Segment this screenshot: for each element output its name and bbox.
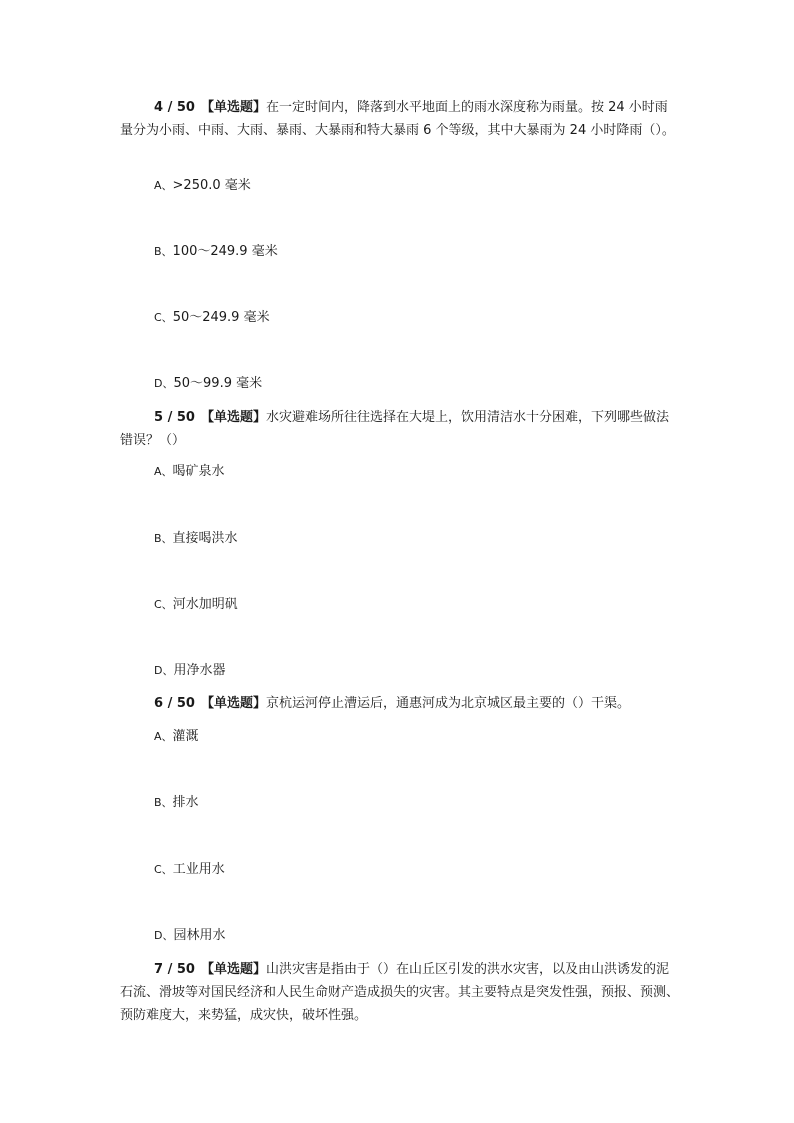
question-4-option-b — [154, 242, 278, 262]
option-text: 直接喝洪水 — [172, 531, 238, 546]
question-text: 京杭运河停止漕运后，通惠河成为北京城区最主要的（）干渠。 — [265, 696, 630, 711]
option-letter: C、 — [154, 311, 173, 324]
option-text: >250.0 毫米 — [172, 178, 251, 193]
option-letter: A、 — [154, 179, 173, 192]
question-6-option-a — [154, 727, 199, 747]
question-6 — [120, 692, 680, 715]
option-letter: D、 — [154, 929, 174, 942]
question-number: 5 / 50 — [154, 410, 195, 425]
option-text: 排水 — [172, 795, 199, 810]
option-text: 50～99.9 毫米 — [173, 376, 263, 391]
option-text: 50～249.9 毫米 — [172, 310, 270, 325]
question-5-option-d — [154, 661, 226, 681]
option-letter: B、 — [154, 796, 173, 809]
question-5-option-b — [154, 529, 238, 549]
question-5-option-c — [154, 595, 238, 615]
question-4 — [120, 96, 680, 142]
question-number: 4 / 50 — [154, 100, 195, 115]
question-4-option-d — [154, 374, 262, 394]
question-4-option-a — [154, 176, 251, 196]
question-7 — [120, 958, 680, 1027]
option-text: 灌溉 — [172, 729, 199, 744]
option-letter: C、 — [154, 598, 173, 611]
question-type: 【单选题】 — [200, 100, 266, 115]
question-text: 水灾避难场所往往选择在大堤上，饮用清洁水十分困难，下列哪些做法错误？（） — [120, 410, 669, 448]
option-letter: A、 — [154, 730, 173, 743]
option-letter: B、 — [154, 532, 173, 545]
question-4-option-c — [154, 308, 270, 328]
question-type: 【单选题】 — [200, 696, 266, 711]
question-6-option-c — [154, 860, 225, 880]
option-text: 工业用水 — [172, 862, 225, 877]
option-letter: D、 — [154, 377, 174, 390]
option-text: 河水加明矾 — [172, 597, 238, 612]
question-type: 【单选题】 — [200, 962, 266, 977]
question-text: 在一定时间内，降落到水平地面上的雨水深度称为雨量。按 24 小时雨量分为小雨、中雨、大雨、暴雨、大暴雨和特大暴雨 6 个等级，其中大暴雨为 24 小时降雨（）。 — [120, 100, 675, 138]
option-letter: B、 — [154, 245, 173, 258]
question-text: 山洪灾害是指由于（）在山丘区引发的洪水灾害，以及由山洪诱发的泥石流、滑坡等对国民经济和人民生命财产造成损失的灾害。其主要特点是突发性强，预报、预测、预防难度大，来势猛，成灾快，破坏性强。 — [120, 962, 680, 1023]
option-text: 喝矿泉水 — [172, 464, 225, 479]
question-number: 7 / 50 — [154, 962, 195, 977]
option-text: 100～249.9 毫米 — [172, 244, 278, 259]
question-5-option-a — [154, 462, 225, 482]
question-number: 6 / 50 — [154, 696, 195, 711]
option-letter: A、 — [154, 465, 173, 478]
question-type: 【单选题】 — [200, 410, 266, 425]
question-5 — [120, 406, 680, 452]
option-text: 园林用水 — [173, 928, 226, 943]
option-text: 用净水器 — [173, 663, 226, 678]
option-letter: D、 — [154, 664, 174, 677]
option-letter: C、 — [154, 863, 173, 876]
question-6-option-d — [154, 926, 226, 946]
question-6-option-b — [154, 793, 199, 813]
